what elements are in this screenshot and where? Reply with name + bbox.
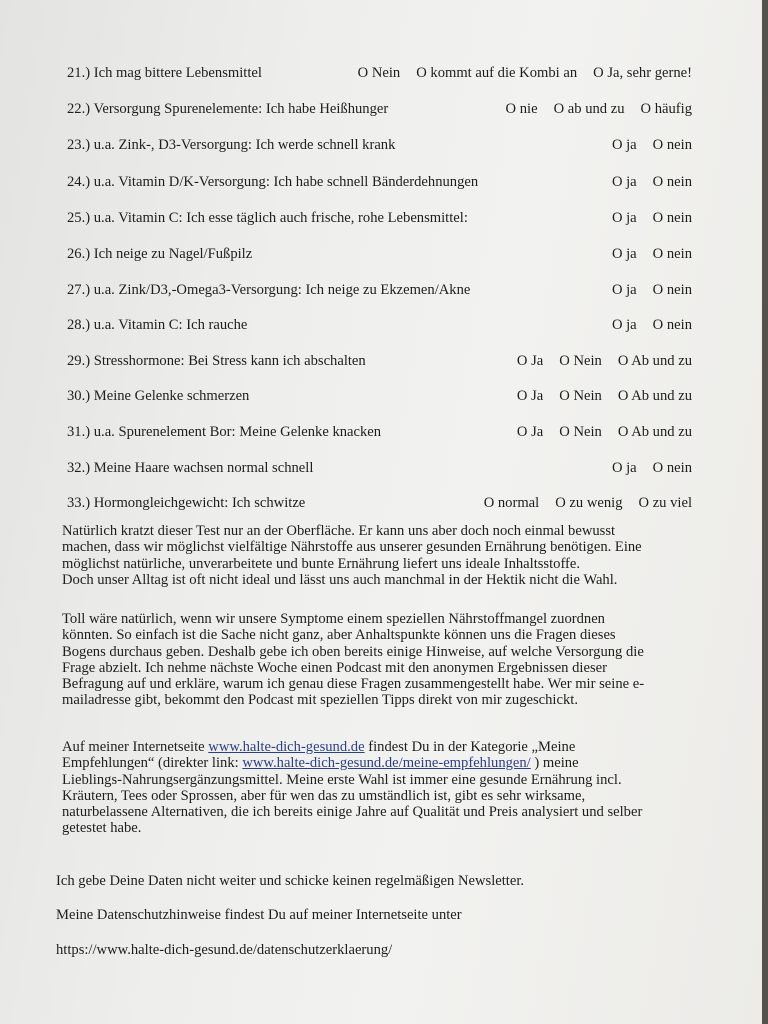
answer-option[interactable]: O ja: [611, 210, 637, 226]
answer-option[interactable]: O kommt auf die Kombi an: [416, 65, 578, 81]
answer-option[interactable]: O zu viel: [638, 495, 692, 511]
question-text: 31.) u.a. Spurenelement Bor: Meine Gelenke knacken: [67, 424, 382, 440]
answer-option[interactable]: O nein: [652, 246, 692, 262]
question-row: [67, 98, 692, 120]
answer-options: [490, 98, 692, 120]
paragraph-line: Kräutern, Tees oder Sprossen, aber für wen das zu umständlich ist, gibt es sehr wirksame,: [62, 787, 586, 804]
answer-option[interactable]: O Ab und zu: [617, 353, 692, 369]
answer-option[interactable]: O ja: [611, 246, 637, 262]
answer-option[interactable]: O nein: [652, 282, 692, 298]
privacy-intro: Meine Datenschutzhinweise findest Du auf meiner Internetseite unter: [56, 907, 462, 923]
question-text: 27.) u.a. Zink/D3,-Omega3-Versorgung: Ich neige zu Ekzemen/Akne: [67, 282, 471, 298]
question-text: 32.) Meine Haare wachsen normal schnell: [67, 460, 314, 476]
paragraph-recommendations: [62, 739, 694, 837]
answer-option[interactable]: O nein: [652, 317, 692, 333]
answer-options: [596, 243, 692, 265]
answer-option[interactable]: O normal: [483, 495, 540, 511]
answer-option[interactable]: O Ja: [516, 353, 544, 369]
answer-options: [342, 62, 692, 84]
answer-option[interactable]: O ja: [611, 460, 637, 476]
question-text: 21.) Ich mag bittere Lebensmittel: [67, 65, 262, 81]
answer-options: [596, 457, 692, 479]
question-text: 26.) Ich neige zu Nagel/Fußpilz: [67, 246, 253, 262]
question-text: 29.) Stresshormone: Bei Stress kann ich abschalten: [67, 353, 366, 369]
question-text: 22.) Versorgung Spurenelemente: Ich habe Heißhunger: [67, 101, 389, 117]
privacy-statement: Ich gebe Deine Daten nicht weiter und schicke keinen regelmäßigen Newsletter.: [56, 873, 525, 889]
answer-option[interactable]: O ja: [611, 174, 637, 190]
answer-option[interactable]: O Ab und zu: [617, 424, 692, 440]
question-text: 23.) u.a. Zink-, D3-Versorgung: Ich werde schnell krank: [67, 137, 396, 153]
answer-option[interactable]: O Ja: [516, 424, 544, 440]
paragraph-line: Bogens durchaus geben. Deshalb gebe ich oben bereits einige Hinweise, auf welche Versorgung die: [62, 643, 644, 660]
paragraph-line: Toll wäre natürlich, wenn wir unsere Symptome einem speziellen Nährstoffmangel zuordnen: [62, 611, 605, 627]
answer-option[interactable]: O ja: [611, 282, 637, 298]
answer-option[interactable]: O ja: [611, 317, 637, 333]
question-row: [67, 243, 692, 265]
question-row: [67, 492, 692, 514]
answer-option[interactable]: O Nein: [559, 424, 602, 440]
paragraph-line: [62, 739, 694, 755]
answer-option[interactable]: O Nein: [559, 353, 602, 369]
answer-option[interactable]: O Nein: [559, 388, 602, 404]
paragraph-line: machen, dass wir möglichst vielfältige Nährstoffe aus unserer gesunden Ernährung benötigen. Eine: [62, 539, 642, 556]
website-link[interactable]: www.halte-dich-gesund.de: [208, 739, 365, 755]
paragraph-line: getestet habe.: [62, 820, 142, 837]
answer-options: [596, 314, 692, 336]
answer-option[interactable]: O häufig: [640, 101, 692, 117]
answer-options: [501, 421, 692, 443]
question-row: [67, 350, 692, 372]
answer-option[interactable]: O Ja, sehr gerne!: [593, 65, 692, 81]
question-row: [67, 171, 692, 193]
answer-options: [596, 134, 692, 156]
recommendations-link[interactable]: www.halte-dich-gesund.de/meine-empfehlungen/: [242, 755, 531, 772]
answer-option[interactable]: O nein: [652, 460, 692, 476]
paragraph-line: Doch unser Alltag ist oft nicht ideal und lässt uns auch manchmal in der Hektik nicht die Wahl.: [62, 571, 618, 588]
question-row: [67, 385, 692, 407]
paragraph-line: Frage abzielt. Ich nehme nächste Woche einen Podcast mit den anonymen Ergebnissen dieser: [62, 659, 607, 676]
paragraph-line: möglichst natürliche, unverarbeitete und bunte Ernährung liefert uns ideale Inhaltsstoffe.: [62, 555, 581, 572]
question-row: [67, 314, 692, 336]
paragraph-intro: [62, 523, 694, 588]
paragraph-podcast: [62, 611, 694, 709]
answer-option[interactable]: O zu wenig: [555, 495, 623, 511]
question-text: 33.) Hormongleichgewicht: Ich schwitze: [67, 495, 306, 511]
answer-option[interactable]: O nie: [505, 101, 538, 117]
paragraph-line: könnten. So einfach ist die Sache nicht ganz, aber Anhaltspunkte können uns die Fragen dieses: [62, 627, 616, 644]
answer-options: [501, 350, 692, 372]
answer-option[interactable]: O Ja: [516, 388, 544, 404]
question-text: 30.) Meine Gelenke schmerzen: [67, 388, 250, 404]
paragraph-line: naturbelassene Alternativen, die ich bereits einige Jahre auf Qualität und Preis analysiert und selber: [62, 804, 643, 821]
text-segment: Empfehlungen“ (direkter link:: [62, 755, 243, 772]
answer-option[interactable]: O nein: [652, 137, 692, 153]
paragraph-line: Natürlich kratzt dieser Test nur an der Oberfläche. Er kann uns aber doch noch einmal bewusst: [62, 523, 616, 539]
text-segment: Auf meiner Internetseite: [62, 739, 209, 755]
answer-option[interactable]: O nein: [652, 174, 692, 190]
answer-options: [468, 492, 692, 514]
answer-option[interactable]: O ab und zu: [553, 101, 625, 117]
answer-options: [596, 279, 692, 301]
answer-options: [596, 171, 692, 193]
paragraph-line: mailadresse gibt, bekommt den Podcast mit speziellen Tipps direkt von mir zugeschickt.: [62, 692, 578, 709]
paragraph-line: [62, 755, 694, 771]
question-row: [67, 279, 692, 301]
paragraph-line: Befragung auf und erkläre, warum ich genau diese Fragen zusammengestellt habe. Wer mir seine e-: [62, 676, 645, 693]
question-row: [67, 207, 692, 229]
privacy-url: https://www.halte-dich-gesund.de/datenschutzerklaerung/: [56, 942, 393, 958]
question-text: 24.) u.a. Vitamin D/K-Versorgung: Ich habe schnell Bänderdehnungen: [67, 174, 479, 190]
question-row: [67, 457, 692, 479]
question-text: 28.) u.a. Vitamin C: Ich rauche: [67, 317, 248, 333]
paragraph-line: Lieblings-Nahrungsergänzungsmittel. Meine erste Wahl ist immer eine gesunde Ernährung incl.: [62, 771, 622, 788]
question-row: [67, 62, 692, 84]
answer-options: [596, 207, 692, 229]
answer-option[interactable]: O nein: [652, 210, 692, 226]
answer-options: [501, 385, 692, 407]
answer-option[interactable]: O Ab und zu: [617, 388, 692, 404]
text-segment: findest Du in der Kategorie „Meine: [364, 739, 576, 755]
question-text: 25.) u.a. Vitamin C: Ich esse täglich auch frische, rohe Lebensmittel:: [67, 210, 468, 226]
answer-option[interactable]: O Nein: [357, 65, 401, 81]
text-segment: ) meine: [530, 755, 579, 772]
answer-option[interactable]: O ja: [611, 137, 637, 153]
question-row: [67, 134, 692, 156]
question-row: [67, 421, 692, 443]
